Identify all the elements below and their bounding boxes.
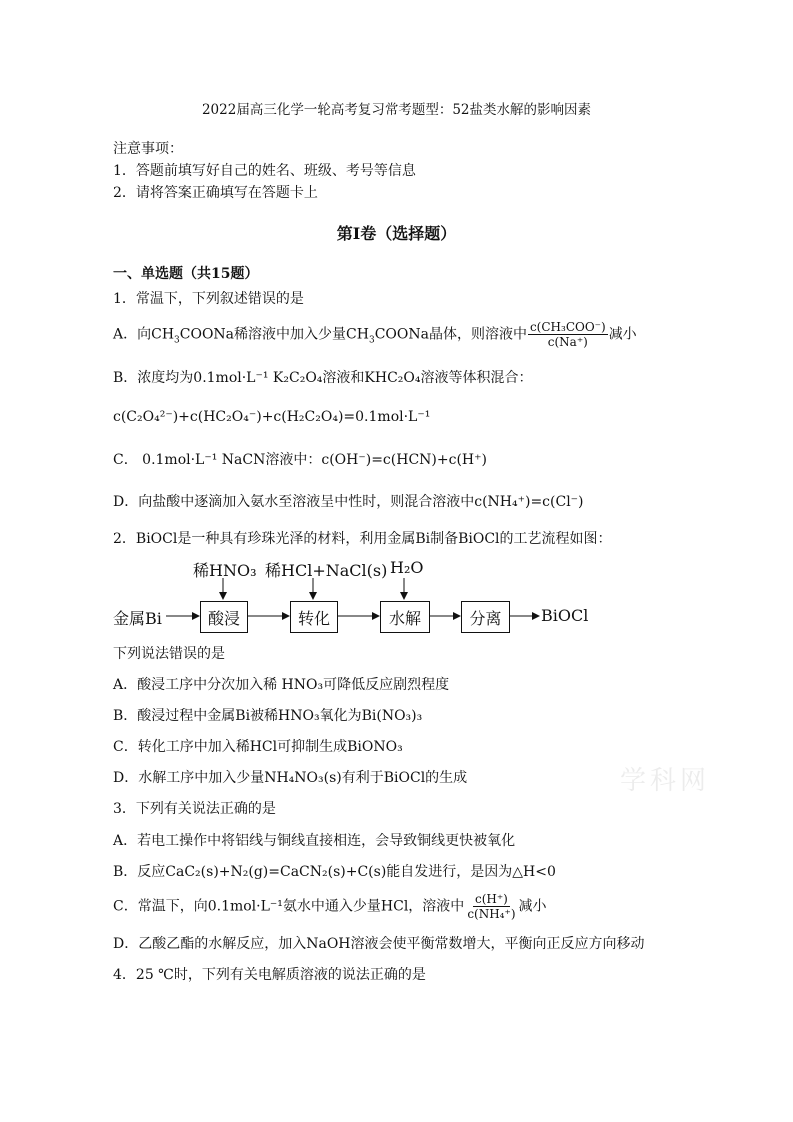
flow-step-box: 分离 xyxy=(461,601,510,633)
option-b: B．酸浸过程中金属Bi被稀HNO₃氧化为Bi(NO₃)₃ xyxy=(113,708,423,724)
flow-reagent: 稀HCl+NaCl(s) xyxy=(265,561,388,580)
option-text: 减小 xyxy=(518,898,547,915)
notice-heading: 注意事项： xyxy=(113,141,183,157)
fraction-numerator: c(H⁺) xyxy=(474,892,508,906)
part-title: 一、单选题（共15题） xyxy=(113,266,259,282)
notice-item: 2．请将答案正确填写在答题卡上 xyxy=(113,185,318,201)
option-b: B．反应CaC₂(s)+N₂(g)=CaCN₂(s)+C(s)能自发进行，是因为△H<0 xyxy=(113,864,556,880)
question-stem: 2．BiOCl是一种具有珍珠光泽的材料，利用金属Bi制备BiOCl的工艺流程如图： xyxy=(113,531,612,547)
section-title: 第I卷（选择题） xyxy=(336,224,457,243)
flow-step-box: 水解 xyxy=(380,601,430,633)
option-c: C．转化工序中加入稀HCl可抑制生成BiONO₃ xyxy=(113,739,403,755)
option-a xyxy=(113,320,637,349)
subscript: 3 xyxy=(174,335,180,346)
fraction xyxy=(465,892,517,921)
fraction-denominator: c(NH₄⁺) xyxy=(467,907,516,921)
question-prompt: 下列说法错误的是 xyxy=(113,646,225,662)
option-a: A．若电工操作中将铝线与铜线直接相连，会导致铜线更快被氧化 xyxy=(113,833,516,849)
question-stem: 4．25 ℃时，下列有关电解质溶液的说法正确的是 xyxy=(113,967,426,983)
watermark: 学科网 xyxy=(620,766,711,796)
notice-item: 1．答题前填写好自己的姓名、班级、考号等信息 xyxy=(113,163,416,179)
flow-step-box: 酸浸 xyxy=(200,601,248,633)
option-text: C．常温下，向0.1mol·L⁻¹氨水中通入少量HCl，溶液中 xyxy=(113,898,465,915)
document-title: 2022届高三化学一轮高考复习常考题型：52盐类水解的影响因素 xyxy=(201,102,592,118)
option-c: C． 0.1mol·L⁻¹ NaCN溶液中：c(OH⁻)=c(HCN)+c(H⁺) xyxy=(113,452,487,468)
flow-step-box: 转化 xyxy=(290,601,338,633)
flow-reagent: H₂O xyxy=(390,558,424,577)
flow-start: 金属Bi xyxy=(113,609,162,628)
option-b-continued: c(C₂O₄²⁻)+c(HC₂O₄⁻)+c(H₂C₂O₄)=0.1mol·L⁻¹ xyxy=(113,409,431,425)
fraction-numerator: c(CH₃COO⁻) xyxy=(529,320,606,334)
option-text: 减小 xyxy=(608,326,637,343)
option-a: A．酸浸工序中分次加入稀 HNO₃可降低反应剧烈程度 xyxy=(113,677,450,693)
flow-end: BiOCl xyxy=(541,606,589,625)
flow-reagent: 稀HNO₃ xyxy=(193,561,257,580)
question-stem: 1．常温下，下列叙述错误的是 xyxy=(113,291,304,307)
option-c xyxy=(113,892,547,921)
option-b: B．浓度均为0.1mol·L⁻¹ K₂C₂O₄溶液和KHC₂O₄溶液等体积混合： xyxy=(113,370,533,386)
fraction xyxy=(528,320,608,349)
fraction-denominator: c(Na⁺) xyxy=(547,335,588,349)
option-text: COONa稀溶液中加入少量CH xyxy=(179,326,369,343)
question-stem: 3．下列有关说法正确的是 xyxy=(113,801,276,817)
option-d: D．水解工序中加入少量NH₄NO₃(s)有利于BiOCl的生成 xyxy=(113,770,468,786)
option-d: D．乙酸乙酯的水解反应，加入NaOH溶液会使平衡常数增大，平衡向正反应方向移动 xyxy=(113,936,645,952)
option-text: A．向CH xyxy=(113,326,175,343)
option-text: COONa晶体，则溶液中 xyxy=(374,326,527,343)
subscript: 3 xyxy=(368,335,375,346)
option-d: D．向盐酸中逐滴加入氨水至溶液呈中性时，则混合溶液中c(NH₄⁺)=c(Cl⁻) xyxy=(113,494,584,510)
